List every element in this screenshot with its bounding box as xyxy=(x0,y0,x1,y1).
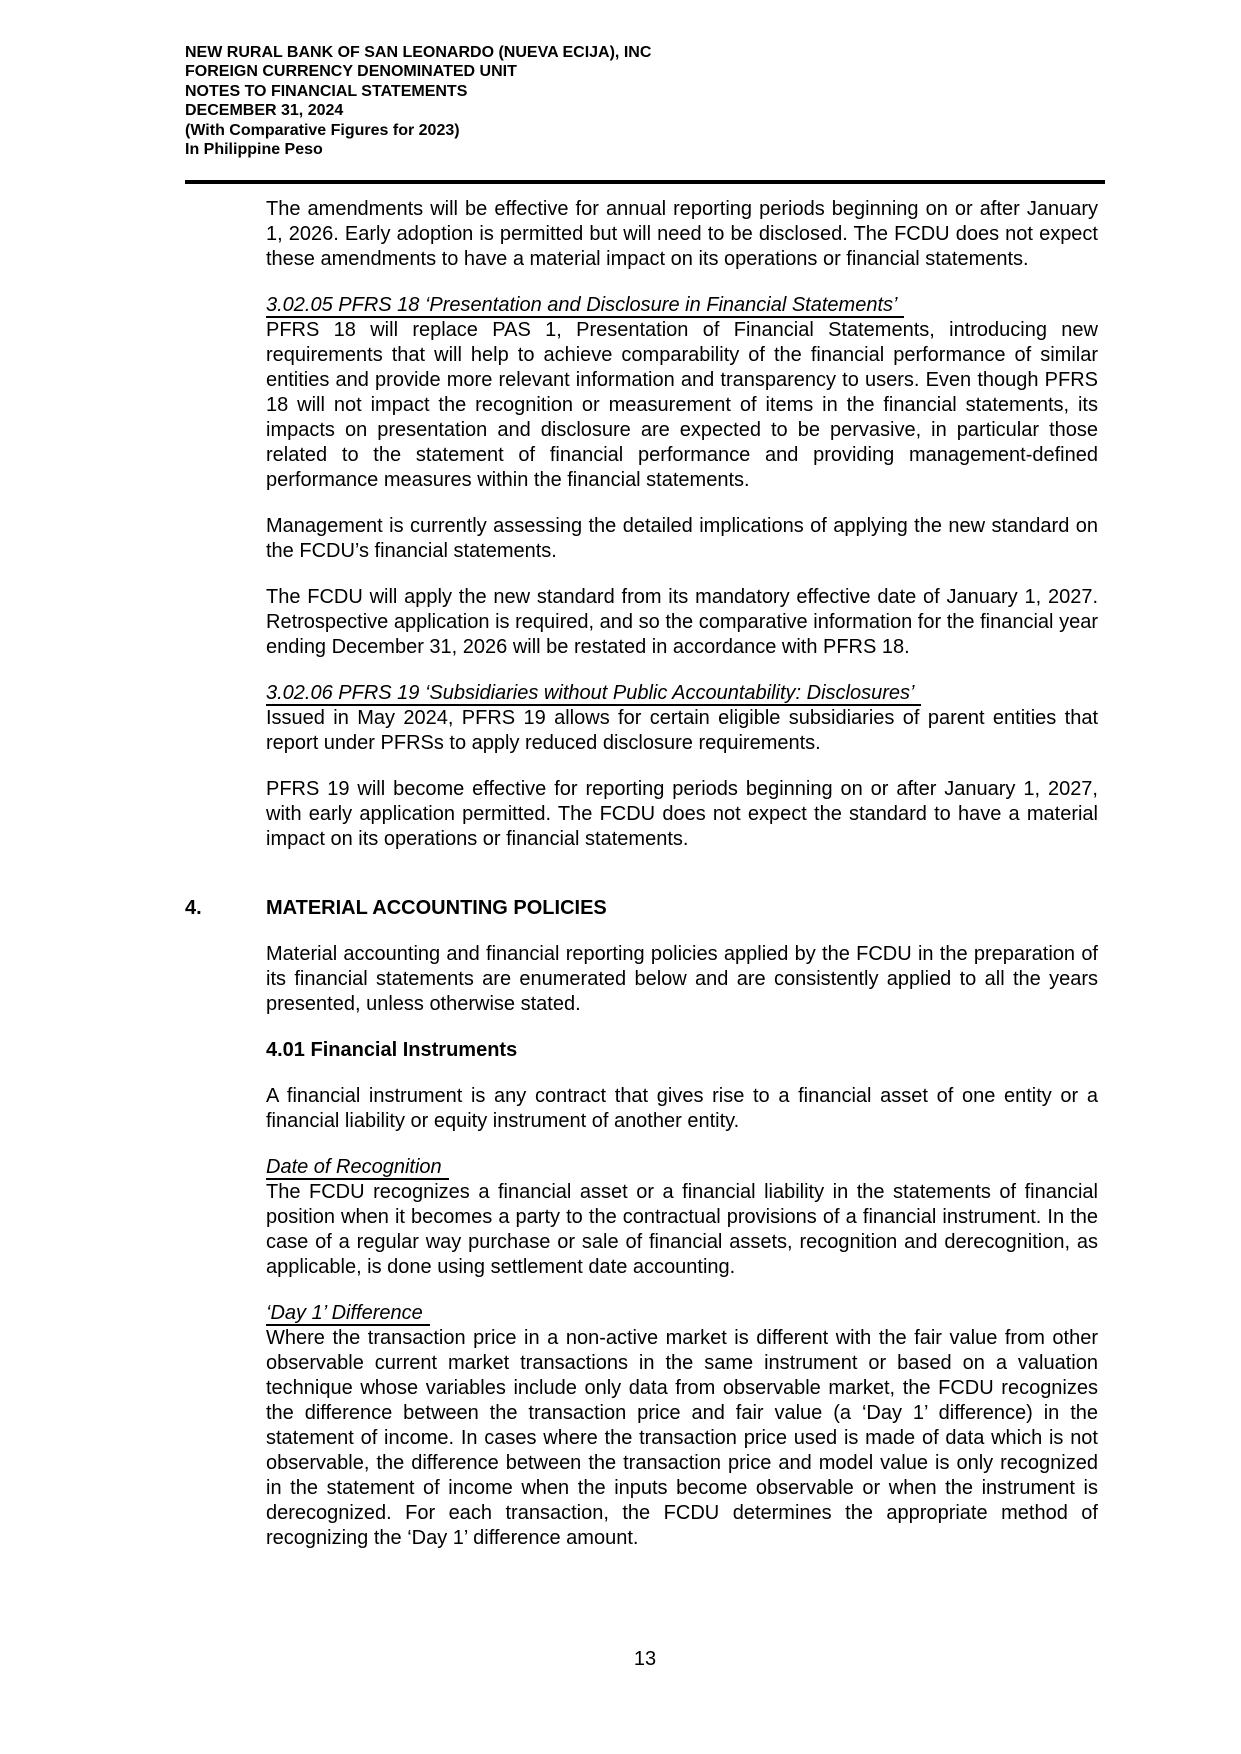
subsection-heading xyxy=(266,293,1098,318)
header-line: NEW RURAL BANK OF SAN LEONARDO (NUEVA ECIJA), INC xyxy=(185,44,652,61)
subsection-heading xyxy=(266,1155,1098,1180)
page-number: 13 xyxy=(633,1648,657,1670)
section-title: MATERIAL ACCOUNTING POLICIES xyxy=(266,897,607,919)
paragraph: PFRS 18 will replace PAS 1, Presentation of Financial Statements, introducing new requirements that will help to achieve comparability of the financial performance of similar entities and provide more relevant information and transparency to users. Even though PFRS 18 will not impact the recognition or measurement of items in the financial statements, its impacts on presentation and disclosure are expected to be pervasive, in particular those related to the statement of financial performance and providing management-defined performance measures within the financial statements. xyxy=(266,319,1098,491)
paragraph: PFRS 19 will become effective for reporting periods beginning on or after January 1, 2027, with early application permitted. The FCDU does not expect the standard to have a material impact on its operations or financial statements. xyxy=(266,778,1098,850)
section-heading xyxy=(185,896,1098,921)
header-line: NOTES TO FINANCIAL STATEMENTS xyxy=(185,82,468,100)
paragraph: A financial instrument is any contract that gives rise to a financial asset of one entity or a financial liability or equity instrument of another entity. xyxy=(266,1085,1098,1132)
page-footer xyxy=(185,1647,1105,1672)
body-content xyxy=(185,197,1098,1572)
subsection-heading-text: ‘Day 1’ Difference xyxy=(266,1302,430,1326)
header-line: FOREIGN CURRENCY DENOMINATED UNIT xyxy=(185,63,517,81)
paragraph: The FCDU will apply the new standard from its mandatory effective date of January 1, 2027. Retrospective application is required, and so the comparative information for the financial year ending December 31, 2026 will be restated in accordance with PFRS 18. xyxy=(266,586,1098,658)
paragraph: Issued in May 2024, PFRS 19 allows for certain eligible subsidiaries of parent entities that report under PFRSs to apply reduced disclosure requirements. xyxy=(266,707,1098,754)
header-line: In Philippine Peso xyxy=(185,141,323,159)
paragraph: The FCDU recognizes a financial asset or a financial liability in the statements of financial position when it becomes a party to the contractual provisions of a financial instrument. In the case of a regular way purchase or sale of financial assets, recognition and derecognition, as applicable, is done using settlement date accounting. xyxy=(266,1181,1098,1278)
header-line: (With Comparative Figures for 2023) xyxy=(185,121,460,139)
subsection-heading xyxy=(266,681,1098,706)
section-number: 4. xyxy=(185,897,202,919)
paragraph: Management is currently assessing the detailed implications of applying the new standard on the FCDU’s financial statements. xyxy=(266,515,1098,562)
header-line: DECEMBER 31, 2024 xyxy=(185,102,344,120)
policy-heading: 4.01 Financial Instruments xyxy=(266,1039,518,1061)
subsection-heading-text: 3.02.05 PFRS 18 ‘Presentation and Disclosure in Financial Statements’ xyxy=(266,294,904,318)
subsection-heading xyxy=(266,1301,1098,1326)
subsection-heading-text: Date of Recognition xyxy=(266,1156,449,1180)
paragraph: Material accounting and financial reporting policies applied by the FCDU in the preparation of its financial statements are enumerated below and are consistently applied to all the years presented, unless otherwise stated. xyxy=(266,943,1098,1015)
subsection-heading-text: 3.02.06 PFRS 19 ‘Subsidiaries without Public Accountability: Disclosures’ xyxy=(266,682,921,706)
page-header xyxy=(185,43,1105,159)
paragraph: The amendments will be effective for annual reporting periods beginning on or after January 1, 2026. Early adoption is permitted but will need to be disclosed. The FCDU does not expect these amendments to have a material impact on its operations or financial statements. xyxy=(266,198,1098,270)
header-rule xyxy=(185,180,1105,184)
paragraph: Where the transaction price in a non-active market is different with the fair value from other observable current market transactions in the same instrument or based on a valuation technique whose variables include only data from observable market, the FCDU recognizes the difference between the transaction price and fair value (a ‘Day 1’ difference) in the statement of income. In cases where the transaction price used is made of data which is not observable, the difference between the transaction price and model value is only recognized in the statement of income when the inputs become observable or when the instrument is derecognized. For each transaction, the FCDU determines the appropriate method of recognizing the ‘Day 1’ difference amount. xyxy=(266,1327,1098,1549)
